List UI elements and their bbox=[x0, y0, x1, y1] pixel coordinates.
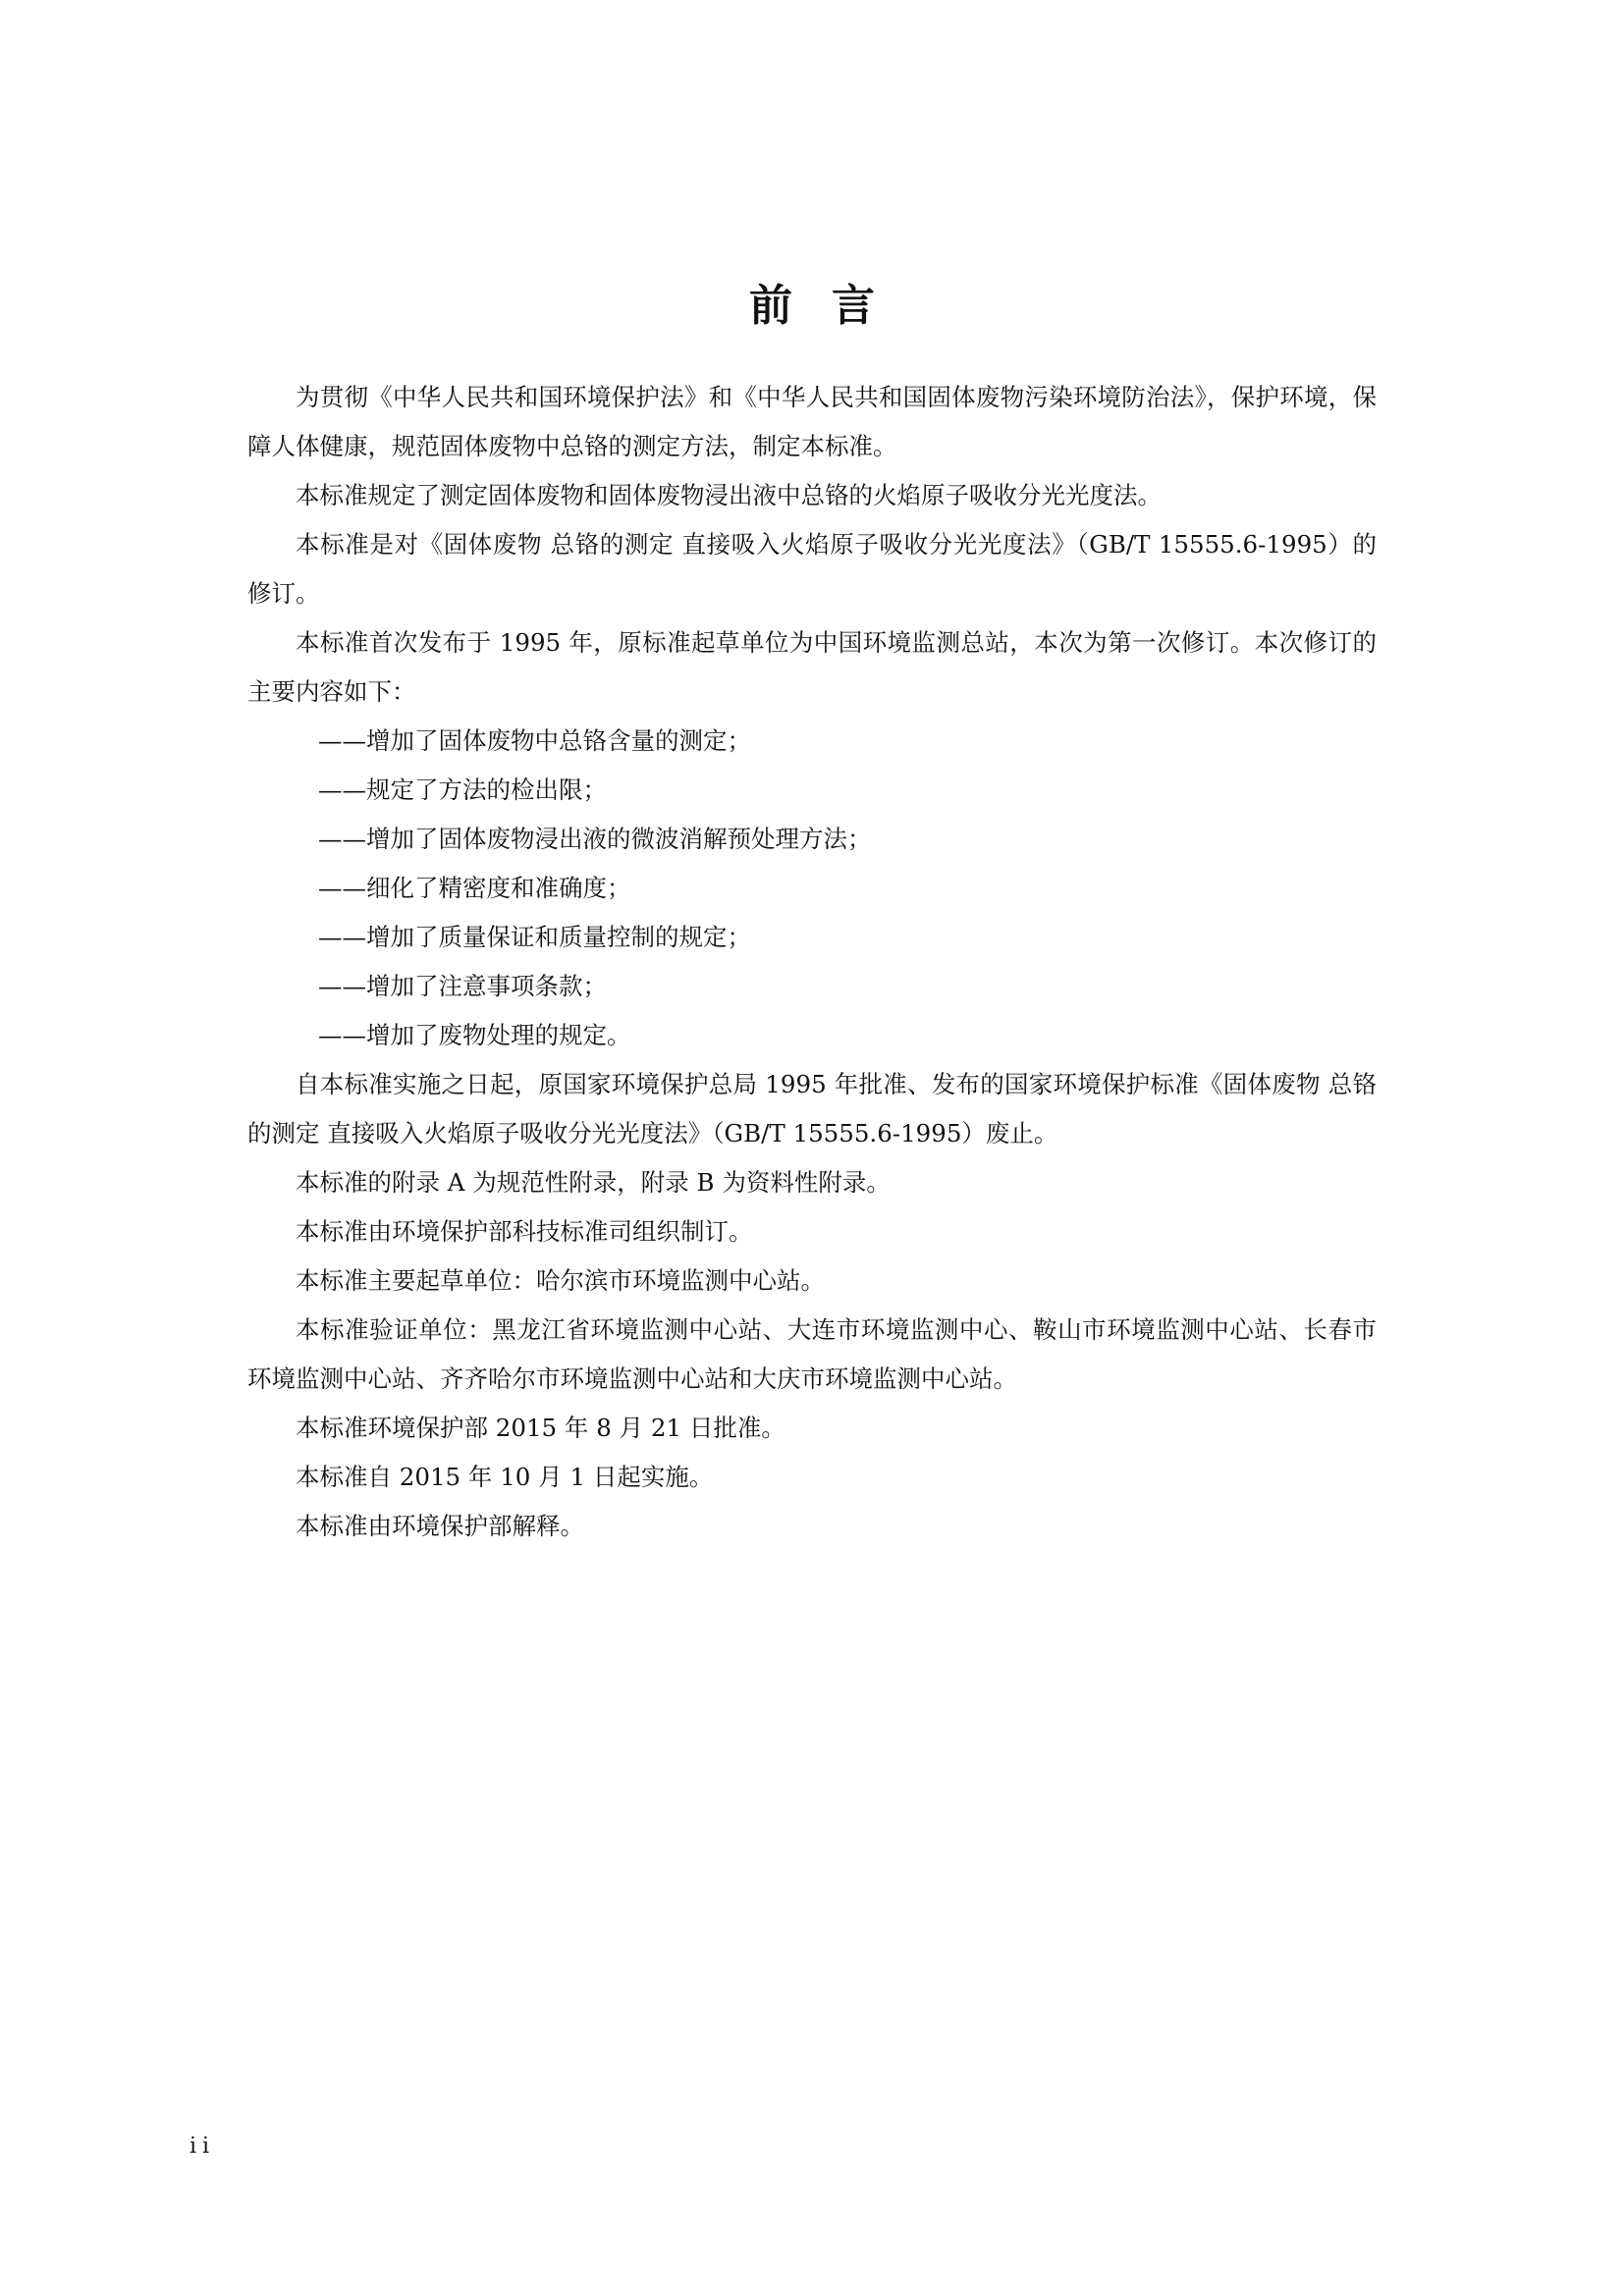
paragraph-history: 本标准首次发布于 1995 年，原标准起草单位为中国环境监测总站，本次为第一次修订。本次修订的主要内容如下： bbox=[247, 628, 1377, 706]
paragraph-approval-date: 本标准环境保护部 2015 年 8 月 21 日批准。 bbox=[296, 1414, 785, 1442]
paragraph-appendix: 本标准的附录 A 为规范性附录，附录 B 为资料性附录。 bbox=[296, 1168, 891, 1197]
revision-item: ——增加了注意事项条款； bbox=[318, 972, 607, 1000]
revision-item: ——增加了固体废物中总铬含量的测定； bbox=[318, 726, 751, 755]
revision-item: ——增加了废物处理的规定。 bbox=[318, 1021, 631, 1049]
paragraph-scope: 本标准规定了测定固体废物和固体废物浸出液中总铬的火焰原子吸收分光光度法。 bbox=[296, 481, 1162, 509]
revision-item: ——增加了质量保证和质量控制的规定； bbox=[318, 923, 751, 951]
paragraph-organizer: 本标准由环境保护部科技标准司组织制订。 bbox=[296, 1217, 753, 1246]
paragraph-purpose: 为贯彻《中华人民共和国环境保护法》和《中华人民共和国固体废物污染环境防治法》，保护环境，保障人体健康，规范固体废物中总铬的测定方法，制定本标准。 bbox=[247, 383, 1377, 460]
revision-item: ——规定了方法的检出限； bbox=[318, 775, 607, 804]
paragraph-drafting-unit: 本标准主要起草单位：哈尔滨市环境监测中心站。 bbox=[296, 1266, 825, 1295]
revision-item: ——细化了精密度和准确度； bbox=[318, 874, 631, 902]
page-number: ii bbox=[189, 2134, 216, 2159]
paragraph-verification-units: 本标准验证单位：黑龙江省环境监测中心站、大连市环境监测中心、鞍山市环境监测中心站、长春市环境监测中心站、齐齐哈尔市环境监测中心站和大庆市环境监测中心站。 bbox=[247, 1315, 1377, 1393]
revision-item: ——增加了固体废物浸出液的微波消解预处理方法； bbox=[318, 825, 872, 853]
paragraph-interpretation: 本标准由环境保护部解释。 bbox=[296, 1512, 584, 1540]
paragraph-abolish: 自本标准实施之日起，原国家环境保护总局 1995 年批准、发布的国家环境保护标准《固体废物 总铬的测定 直接吸入火焰原子吸收分光光度法》（GB/T 15555.6-1995）废止。 bbox=[247, 1070, 1377, 1148]
page-title: 前言 bbox=[749, 281, 914, 331]
paragraph-revision-of: 本标准是对《固体废物 总铬的测定 直接吸入火焰原子吸收分光光度法》（GB/T 15555.6-1995）的修订。 bbox=[247, 530, 1377, 608]
paragraph-effective-date: 本标准自 2015 年 10 月 1 日起实施。 bbox=[296, 1463, 714, 1491]
preface-body bbox=[247, 373, 1377, 1551]
